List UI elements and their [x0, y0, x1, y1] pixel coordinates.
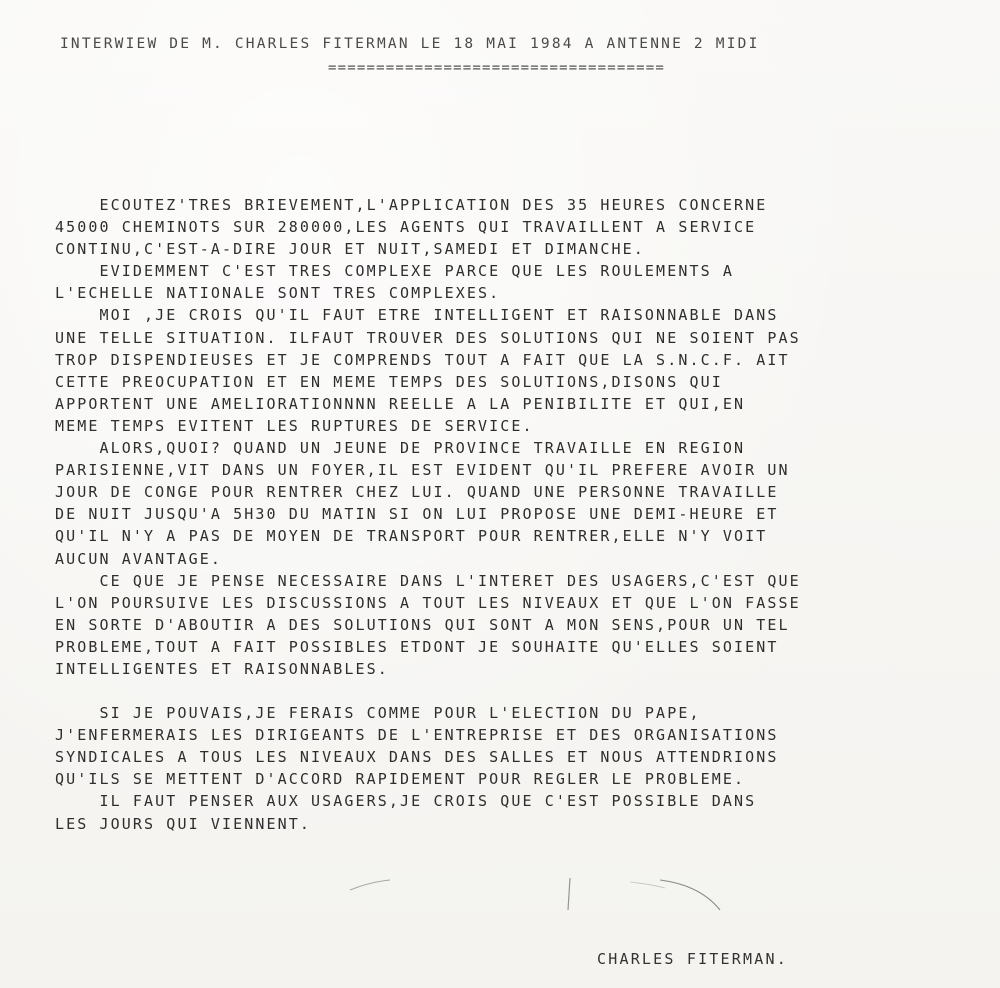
paragraph-gap [55, 680, 955, 702]
text-line: AUCUN AVANTAGE. [55, 549, 222, 568]
document-title: INTERWIEW DE M. CHARLES FITERMAN LE 18 MAI 1984 A ANTENNE 2 MIDI [60, 36, 760, 52]
text-line: ALORS,QUOI? QUAND UN JEUNE DE PROVINCE TRAVAILLE EN REGION [55, 439, 746, 458]
text-line: PROBLEME,TOUT A FAIT POSSIBLES ETDONT JE SOUHAITE QU'ELLES SOIENT [55, 637, 779, 656]
text-line: IL FAUT PENSER AUX USAGERS,JE CROIS QUE C'EST POSSIBLE DANS [55, 792, 757, 811]
text-line: L'ECHELLE NATIONALE SONT TRES COMPLEXES. [55, 284, 501, 303]
interview-text [55, 194, 955, 835]
text-line: L'ON POURSUIVE LES DISCUSSIONS A TOUT LES NIVEAUX ET QUE L'ON FASSE [55, 593, 801, 612]
text-block-closing [55, 702, 955, 835]
text-line: MEME TEMPS EVITENT LES RUPTURES DE SERVICE. [55, 416, 534, 435]
text-line: CETTE PREOCUPATION ET EN MEME TEMPS DES SOLUTIONS,DISONS QUI [55, 372, 723, 391]
text-line: SYNDICALES A TOUS LES NIVEAUX DANS DES SALLES ET NOUS ATTENDRIONS [55, 748, 779, 767]
text-block-main [55, 194, 955, 680]
text-line: ECOUTEZ'TRES BRIEVEMENT,L'APPLICATION DES 35 HEURES CONCERNE [55, 196, 768, 214]
text-line: INTELLIGENTES ET RAISONNABLES. [55, 659, 389, 678]
text-line: SI JE POUVAIS,JE FERAIS COMME POUR L'ELECTION DU PAPE, [55, 704, 701, 723]
text-line: QU'ILS SE METTENT D'ACCORD RAPIDEMENT POUR REGLER LE PROBLEME. [55, 770, 746, 789]
text-line: LES JOURS QUI VIENNENT. [55, 814, 312, 833]
text-line: DE NUIT JUSQU'A 5H30 DU MATIN SI ON LUI PROPOSE UNE DEMI-HEURE ET [55, 505, 779, 524]
text-line: JOUR DE CONGE POUR RENTRER CHEZ LUI. QUAND UNE PERSONNE TRAVAILLE [55, 483, 779, 502]
text-line: 45000 CHEMINOTS SUR 280000,LES AGENTS QUI TRAVAILLENT A SERVICE [55, 218, 757, 237]
text-line: PARISIENNE,VIT DANS UN FOYER,IL EST EVIDENT QU'IL PREFERE AVOIR UN [55, 461, 790, 480]
text-line: EN SORTE D'ABOUTIR A DES SOLUTIONS QUI SONT A MON SENS,POUR UN TEL [55, 615, 790, 634]
signature-scribble [330, 860, 750, 940]
text-line: EVIDEMMENT C'EST TRES COMPLEXE PARCE QUE LES ROULEMENTS A [55, 262, 734, 281]
text-line: MOI ,JE CROIS QU'IL FAUT ETRE INTELLIGENT ET RAISONNABLE DANS [55, 306, 779, 325]
text-line: CONTINU,C'EST-A-DIRE JOUR ET NUIT,SAMEDI ET DIMANCHE. [55, 240, 645, 259]
text-line: CE QUE JE PENSE NECESSAIRE DANS L'INTERET DES USAGERS,C'EST QUE [55, 571, 801, 590]
title-underline: =================================== [328, 60, 666, 76]
text-line: APPORTENT UNE AMELIORATIONNNN REELLE A LA PENIBILITE ET QUI,EN [55, 394, 746, 413]
signature-name: CHARLES FITERMAN. [597, 950, 788, 968]
text-line: J'ENFERMERAIS LES DIRIGEANTS DE L'ENTREPRISE ET DES ORGANISATIONS [55, 726, 779, 745]
text-line: TROP DISPENDIEUSES ET JE COMPRENDS TOUT A FAIT QUE LA S.N.C.F. AIT [55, 350, 790, 369]
text-line: UNE TELLE SITUATION. ILFAUT TROUVER DES SOLUTIONS QUI NE SOIENT PAS [55, 328, 801, 347]
text-line: QU'IL N'Y A PAS DE MOYEN DE TRANSPORT POUR RENTRER,ELLE N'Y VOIT [55, 527, 768, 546]
